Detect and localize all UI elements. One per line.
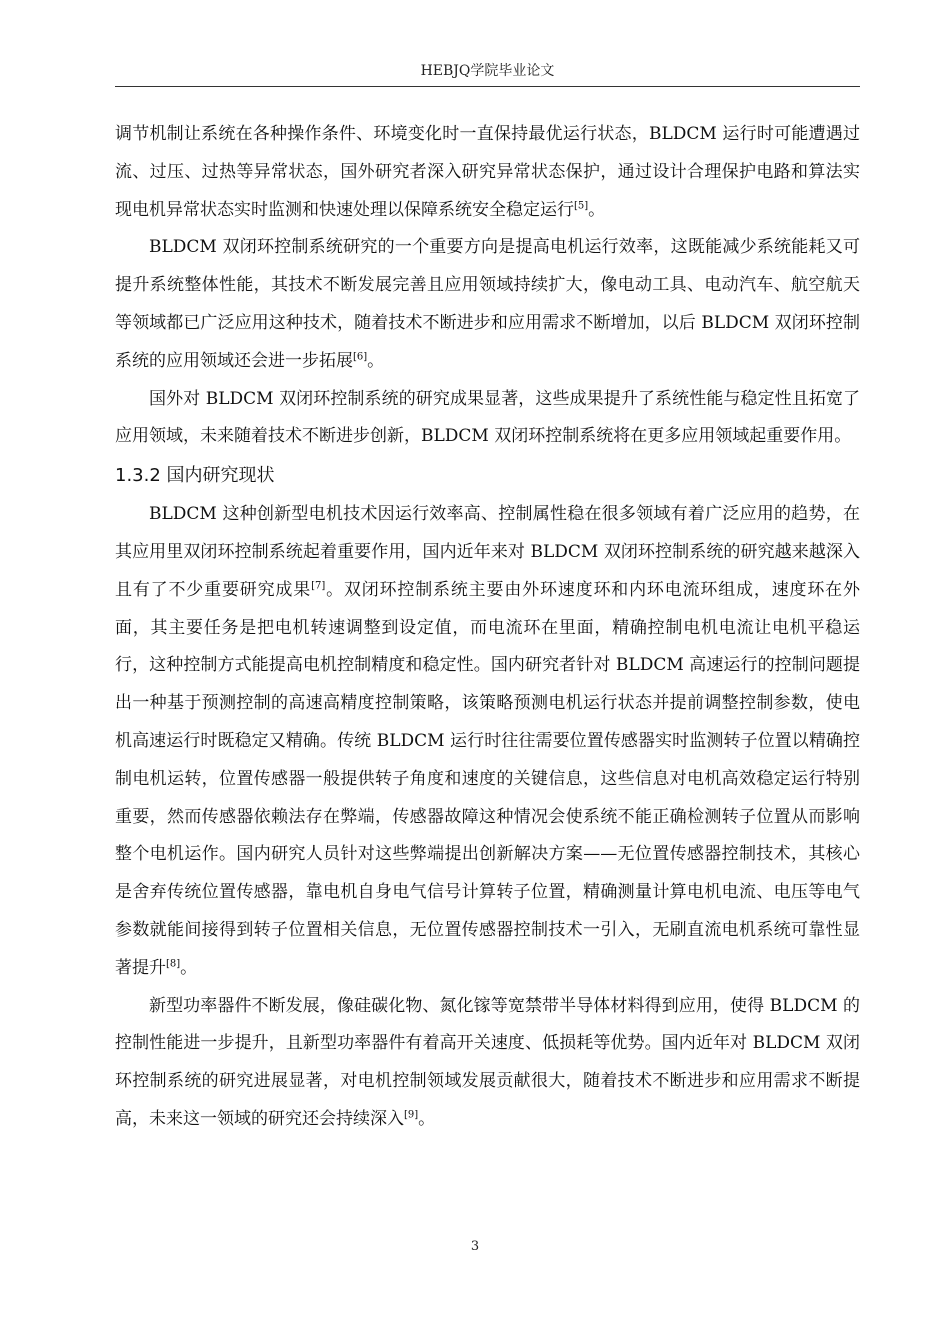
citation-ref: [8]	[166, 958, 181, 970]
page-number: 3	[470, 1239, 480, 1254]
paragraph-end: 。	[418, 1108, 436, 1129]
paragraph-end: 。	[588, 199, 606, 220]
page-header	[115, 58, 860, 87]
paragraph-text: 调节机制让系统在各种操作条件、环境变化时一直保持最优运行状态，BLDCM 运行时可能遭遇过流、过压、过热等异常状态，国外研究者深入研究异常状态保护，通过设计合理保护电路和算法实现电机异常状态实时监测和快速处理以保障系统安全稳定运行	[115, 124, 860, 220]
citation-ref: [7]	[311, 580, 326, 592]
paragraph-continued	[115, 116, 860, 229]
paragraph-text: 。双闭环控制系统主要由外环速度环和内环电流环组成，速度环在外面，其主要任务是把电机转速调整到设定值，而电流环在里面，精确控制电机电流让电机平稳运行，这种控制方式能提高电机控制精度和稳定性。国内研究者针对 BLDCM 高速运行的控制问题提出一种基于预测控制的高速高精度控制策略，该策略预测电机运行状态并提前调整控制参数，使电机高速运行时既稳定又精确。传统 BLDCM 运行时往往需要位置传感器实时监测转子位置以精确控制电机运转，位置传感器一般提供转子角度和速度的关键信息，这些信息对电机高效稳定运行特别重要，然而传感器依赖法存在弊端，传感器故障这种情况会使系统不能正确检测转子位置从而影响整个电机运作。国内研究人员针对这些弊端提出创新解决方案——无位置传感器控制技术，其核心是舍弃传统位置传感器，靠电机自身电气信号计算转子位置，精确测量计算电机电流、电压等电气参数就能间接得到转子位置相关信息，无位置传感器控制技术一引入，无刷直流电机系统可靠性显著提升	[115, 579, 861, 978]
paragraph-end: 。	[367, 350, 385, 371]
document-body	[115, 116, 860, 1139]
header-title: HEBJQ学院毕业论文	[420, 63, 555, 79]
paragraph	[115, 496, 860, 987]
paragraph-text: 国外对 BLDCM 双闭环控制系统的研究成果显著，这些成果提升了系统性能与稳定性且拓宽了应用领域，未来随着技术不断进步创新，BLDCM 双闭环控制系统将在更多应用领域起重要作用。	[115, 388, 860, 447]
paragraph	[115, 381, 860, 457]
section-heading: 1.3.2 国内研究现状	[115, 465, 275, 487]
paragraph	[115, 229, 860, 380]
citation-ref: [5]	[574, 199, 589, 211]
paragraph-end: 。	[180, 957, 198, 978]
paragraph-text: 新型功率器件不断发展，像硅碳化物、氮化镓等宽禁带半导体材料得到应用，使得 BLDCM 的控制性能进一步提升，且新型功率器件有着高开关速度、低损耗等优势。国内近年对 BLDCM 双闭环控制系统的研究进展显著，对电机控制领域发展贡献很大，随着技术不断进步和应用需求不断提高，未来这一领域的研究还会持续深入	[115, 995, 860, 1129]
paragraph-text: BLDCM 这种创新型电机技术因运行效率高、控制属性稳在很多领域有着广泛应用的趋势，在其应用里双闭环控制系统起着重要作用，国内近年来对 BLDCM 双闭环控制系统的研究越来越深入且有了不少重要研究成果	[115, 504, 860, 600]
paragraph-text: BLDCM 双闭环控制系统研究的一个重要方向是提高电机运行效率，这既能减少系统能耗又可提升系统整体性能，其技术不断发展完善且应用领域持续扩大，像电动工具、电动汽车、航空航天等领域都已广泛应用这种技术，随着技术不断进步和应用需求不断增加，以后 BLDCM 双闭环控制系统的应用领域还会进一步拓展	[115, 237, 860, 371]
citation-ref: [9]	[404, 1109, 419, 1121]
paragraph	[115, 988, 860, 1139]
citation-ref: [6]	[353, 351, 368, 363]
